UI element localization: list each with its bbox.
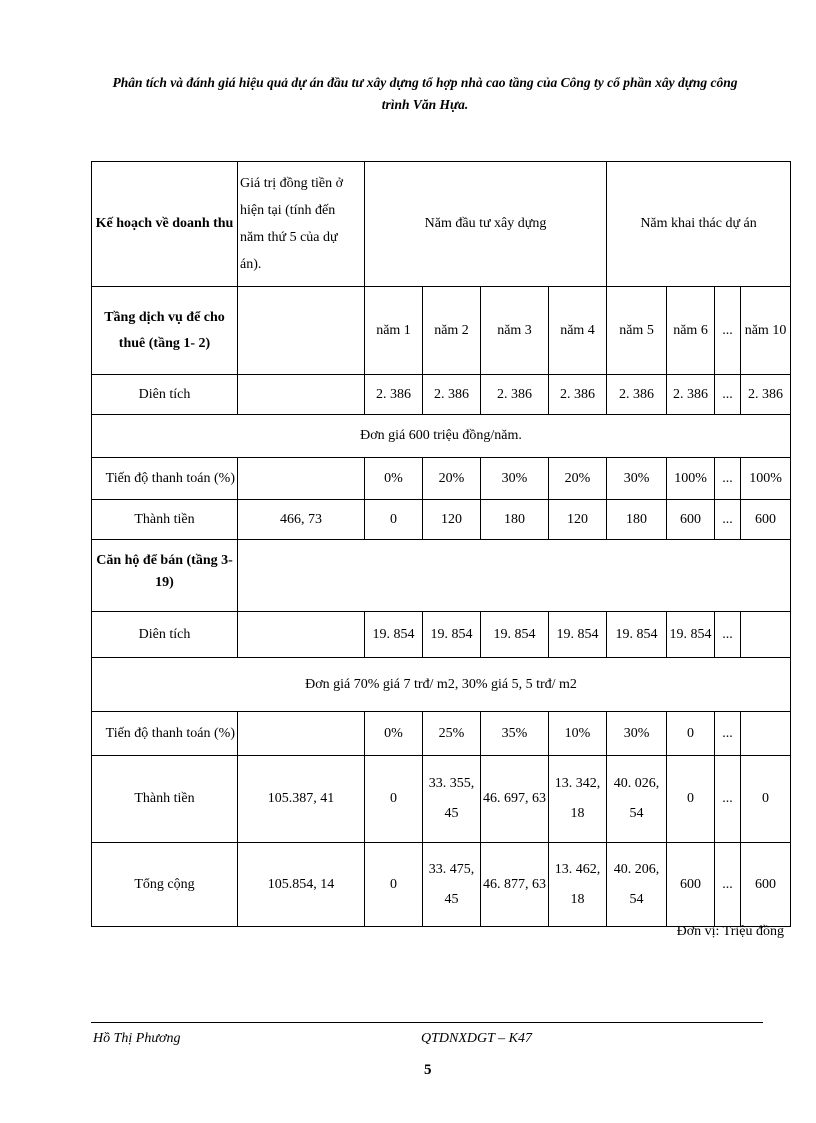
- value-cell: 2. 386: [549, 375, 607, 415]
- value-cell: [741, 712, 791, 756]
- value-cell: 0: [667, 756, 715, 843]
- value-cell: 30%: [607, 458, 667, 500]
- value-cell: 46. 697, 63: [481, 756, 549, 843]
- year-cell: năm 1: [365, 287, 423, 375]
- value-cell: 2. 386: [607, 375, 667, 415]
- value-cell: ...: [715, 500, 741, 540]
- section2-header-row: [92, 540, 791, 612]
- value-cell: 180: [481, 500, 549, 540]
- price-note: Đơn giá 70% giá 7 trđ/ m2, 30% giá 5, 5 trđ/ m2: [92, 658, 791, 712]
- value-cell: 30%: [607, 712, 667, 756]
- table-row: [92, 375, 791, 415]
- value-cell: 33. 355, 45: [423, 756, 481, 843]
- value-cell: 0: [741, 756, 791, 843]
- header-revenue-plan: Kế hoạch về doanh thu: [92, 162, 238, 287]
- value-cell: 0%: [365, 712, 423, 756]
- row-label: Tiến độ thanh toán (%): [92, 712, 238, 756]
- value-cell: 2. 386: [481, 375, 549, 415]
- row-label: Tổng cộng: [92, 843, 238, 927]
- value-cell: 600: [741, 500, 791, 540]
- value-cell: 2. 386: [741, 375, 791, 415]
- value-cell: 100%: [667, 458, 715, 500]
- footer-class-code: QTDNXDGT – K47: [421, 1031, 532, 1046]
- value-cell: 2. 386: [667, 375, 715, 415]
- table-row: [92, 756, 791, 843]
- value-cell: 19. 854: [365, 612, 423, 658]
- value-cell: 13. 462, 18: [549, 843, 607, 927]
- row-label: Diên tích: [92, 375, 238, 415]
- document-title: Phân tích và đánh giá hiệu quả dự án đầu tư xây dựng tổ hợp nhà cao tầng của Công ty cổ phần xây dựng công trình Văn Hựa.: [112, 75, 738, 112]
- value-cell: 46. 877, 63: [481, 843, 549, 927]
- value-cell: 2. 386: [365, 375, 423, 415]
- value-cell: ...: [715, 375, 741, 415]
- value-cell: ...: [715, 756, 741, 843]
- unit-note: Đơn vị: Triệu đồng: [676, 924, 784, 939]
- value-cell: 13. 342, 18: [549, 756, 607, 843]
- pv-cell: 105.387, 41: [238, 756, 365, 843]
- value-cell: 0: [667, 712, 715, 756]
- pv-cell: 466, 73: [238, 500, 365, 540]
- pv-cell: [238, 712, 365, 756]
- value-cell: 0: [365, 756, 423, 843]
- value-cell: 19. 854: [549, 612, 607, 658]
- row-label: Tiến độ thanh toán (%): [92, 458, 238, 500]
- value-cell: ...: [715, 612, 741, 658]
- value-cell: 19. 854: [667, 612, 715, 658]
- value-cell: ...: [715, 712, 741, 756]
- table-row: [92, 843, 791, 927]
- section1-title: Tầng dịch vụ để cho thuê (tầng 1- 2): [92, 287, 238, 375]
- year-cell: năm 2: [423, 287, 481, 375]
- year-cell: năm 10: [741, 287, 791, 375]
- value-cell: 120: [423, 500, 481, 540]
- row-label: Thành tiền: [92, 756, 238, 843]
- table-row: [92, 415, 791, 458]
- value-cell: 19. 854: [607, 612, 667, 658]
- value-cell: 20%: [423, 458, 481, 500]
- header-present-value: Giá trị đồng tiền ở hiện tại (tính đến năm thứ 5 của dự án).: [238, 162, 365, 287]
- revenue-plan-table: [91, 161, 791, 927]
- year-cell: năm 5: [607, 287, 667, 375]
- year-cell: năm 6: [667, 287, 715, 375]
- row-label: Diên tích: [92, 612, 238, 658]
- header-construction-years: Năm đầu tư xây dựng: [365, 162, 607, 287]
- value-cell: 40. 026, 54: [607, 756, 667, 843]
- pv-cell: [238, 612, 365, 658]
- value-cell: [741, 612, 791, 658]
- table-row: [92, 712, 791, 756]
- header-row: [92, 162, 791, 287]
- section2-title: Căn hộ để bán (tầng 3-19): [92, 540, 238, 612]
- table-row: [92, 612, 791, 658]
- footer-divider: [91, 1022, 763, 1023]
- value-cell: ...: [715, 843, 741, 927]
- pv-cell: 105.854, 14: [238, 843, 365, 927]
- value-cell: 180: [607, 500, 667, 540]
- page-number: 5: [424, 1062, 432, 1078]
- value-cell: 20%: [549, 458, 607, 500]
- value-cell: 19. 854: [481, 612, 549, 658]
- table-row: [92, 658, 791, 712]
- value-cell: 0: [365, 843, 423, 927]
- price-note: Đơn giá 600 triệu đồng/năm.: [92, 415, 791, 458]
- value-cell: 30%: [481, 458, 549, 500]
- value-cell: 2. 386: [423, 375, 481, 415]
- section1-header-row: [92, 287, 791, 375]
- value-cell: 33. 475, 45: [423, 843, 481, 927]
- value-cell: 25%: [423, 712, 481, 756]
- value-cell: 0: [365, 500, 423, 540]
- pv-cell: [238, 458, 365, 500]
- value-cell: 19. 854: [423, 612, 481, 658]
- table-row: [92, 458, 791, 500]
- value-cell: 600: [667, 500, 715, 540]
- pv-cell: [238, 375, 365, 415]
- value-cell: 10%: [549, 712, 607, 756]
- header-operation-years: Năm khai thác dự án: [607, 162, 791, 287]
- year-cell: năm 4: [549, 287, 607, 375]
- value-cell: 0%: [365, 458, 423, 500]
- value-cell: 120: [549, 500, 607, 540]
- value-cell: 40. 206, 54: [607, 843, 667, 927]
- footer-author: Hồ Thị Phương: [93, 1031, 181, 1046]
- row-label: Thành tiền: [92, 500, 238, 540]
- value-cell: 35%: [481, 712, 549, 756]
- year-cell: ...: [715, 287, 741, 375]
- value-cell: 600: [667, 843, 715, 927]
- value-cell: 600: [741, 843, 791, 927]
- value-cell: ...: [715, 458, 741, 500]
- year-cell: năm 3: [481, 287, 549, 375]
- table-row: [92, 500, 791, 540]
- value-cell: 100%: [741, 458, 791, 500]
